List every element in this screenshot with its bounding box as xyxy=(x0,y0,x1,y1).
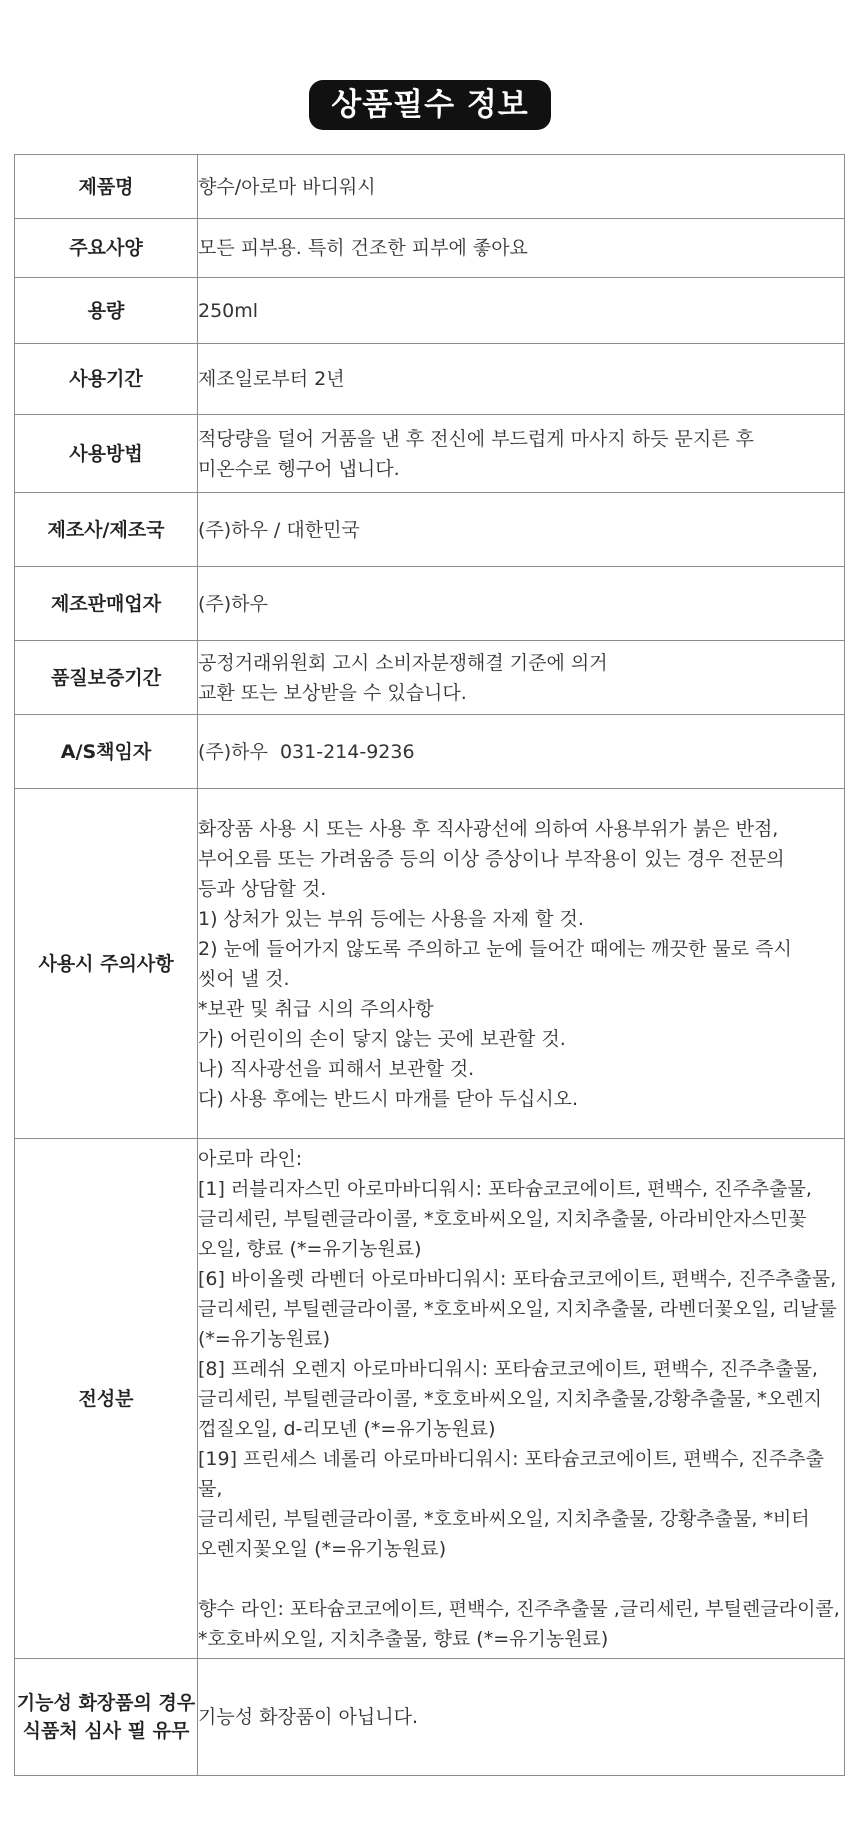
value-line: 오렌지꽃오일 (*=유기농원료) xyxy=(198,1537,447,1560)
row-label: 주요사양 xyxy=(15,219,198,278)
row-value xyxy=(198,1139,845,1659)
row-label: 사용시 주의사항 xyxy=(15,789,198,1139)
value-spacer xyxy=(198,1564,844,1594)
value-line: 껍질오일, d-리모넨 (*=유기농원료) xyxy=(198,1417,496,1440)
value-line: 250ml xyxy=(198,299,259,322)
value-line: 글리세린, 부틸렌글라이콜, *호호바씨오일, 지치추출물,강황추출물, *오렌지 xyxy=(198,1387,822,1410)
value-line: 기능성 화장품이 아닙니다. xyxy=(198,1706,419,1728)
table-row xyxy=(15,567,845,641)
row-value xyxy=(198,155,845,219)
value-line: 적당량을 덜어 거품을 낸 후 전신에 부드럽게 마사지 하듯 문지른 후 xyxy=(198,427,754,450)
table-row xyxy=(15,641,845,715)
table-row xyxy=(15,715,845,789)
table-row xyxy=(15,415,845,493)
table-row xyxy=(15,1139,845,1659)
value-line: *보관 및 취급 시의 주의사항 xyxy=(198,997,434,1020)
row-label: 제품명 xyxy=(15,155,198,219)
row-label: 품질보증기간 xyxy=(15,641,198,715)
value-line: 2) 눈에 들어가지 않도록 주의하고 눈에 들어간 때에는 깨끗한 물로 즉시 xyxy=(198,937,792,960)
value-line: 다) 사용 후에는 반드시 마개를 닫아 두십시오. xyxy=(198,1087,579,1110)
row-value xyxy=(198,493,845,567)
title-wrap xyxy=(0,80,860,130)
row-value xyxy=(198,415,845,493)
table-row xyxy=(15,155,845,219)
row-value xyxy=(198,344,845,415)
row-value xyxy=(198,567,845,641)
value-line: 글리세린, 부틸렌글라이콜, *호호바씨오일, 지치추출물, 라벤더꽃오일, 리날룰 xyxy=(198,1297,837,1320)
value-line: [19] 프린세스 네롤리 아로마바디워시: 포타슘코코에이트, 편백수, 진주추출물, xyxy=(198,1447,824,1500)
row-label: 용량 xyxy=(15,278,198,344)
value-line: (주)하우 xyxy=(198,592,268,615)
row-label: A/S책임자 xyxy=(15,715,198,789)
value-line: 교환 또는 보상받을 수 있습니다. xyxy=(198,681,467,704)
row-label xyxy=(15,1659,198,1776)
label-line: 식품처 심사 필 유무 xyxy=(22,1720,190,1742)
value-line: 나) 직사광선을 피해서 보관할 것. xyxy=(198,1057,475,1080)
table-row xyxy=(15,1659,845,1776)
row-label: 사용방법 xyxy=(15,415,198,493)
value-line: 가) 어린이의 손이 닿지 않는 곳에 보관할 것. xyxy=(198,1027,566,1050)
value-line: (주)하우 031-214-9236 xyxy=(198,740,415,763)
value-line: 향수 라인: 포타슘코코에이트, 편백수, 진주추출물 ,글리세린, 부틸렌글라이콜, xyxy=(198,1597,840,1620)
table-row xyxy=(15,219,845,278)
row-value xyxy=(198,278,845,344)
value-line: 글리세린, 부틸렌글라이콜, *호호바씨오일, 지치추출물, 강황추출물, *비터 xyxy=(198,1507,810,1530)
value-line: [1] 러블리자스민 아로마바디워시: 포타슘코코에이트, 편백수, 진주추출물, xyxy=(198,1177,812,1200)
value-line: (주)하우 / 대한민국 xyxy=(198,518,360,541)
table-row xyxy=(15,344,845,415)
row-value xyxy=(198,219,845,278)
row-label: 전성분 xyxy=(15,1139,198,1659)
value-line: 화장품 사용 시 또는 사용 후 직사광선에 의하여 사용부위가 붉은 반점, xyxy=(198,817,779,840)
value-line: [8] 프레쉬 오렌지 아로마바디워시: 포타슘코코에이트, 편백수, 진주추출물, xyxy=(198,1357,818,1380)
value-line: (*=유기농원료) xyxy=(198,1327,331,1350)
label-line: 기능성 화장품의 경우 xyxy=(16,1692,196,1714)
page-title: 상품필수 정보 xyxy=(309,80,550,130)
table-row xyxy=(15,278,845,344)
value-line: 부어오름 또는 가려움증 등의 이상 증상이나 부작용이 있는 경우 전문의 xyxy=(198,847,785,870)
value-line: *호호바씨오일, 지치추출물, 향료 (*=유기농원료) xyxy=(198,1627,609,1650)
value-line: 향수/아로마 바디워시 xyxy=(198,175,376,198)
row-value xyxy=(198,789,845,1139)
value-line: 제조일로부터 2년 xyxy=(198,368,345,390)
value-line: [6] 바이올렛 라벤더 아로마바디워시: 포타슘코코에이트, 편백수, 진주추출물, xyxy=(198,1267,837,1290)
value-line: 오일, 향료 (*=유기농원료) xyxy=(198,1237,422,1260)
row-value xyxy=(198,1659,845,1776)
row-label: 제조사/제조국 xyxy=(15,493,198,567)
row-value xyxy=(198,715,845,789)
value-line: 미온수로 헹구어 냅니다. xyxy=(198,457,400,480)
product-info-table xyxy=(14,154,845,1776)
value-line: 1) 상처가 있는 부위 등에는 사용을 자제 할 것. xyxy=(198,907,584,930)
table-row xyxy=(15,789,845,1139)
value-line: 글리세린, 부틸렌글라이콜, *호호바씨오일, 지치추출물, 아라비안자스민꽃 xyxy=(198,1207,807,1230)
value-line: 아로마 라인: xyxy=(198,1147,303,1170)
row-label: 제조판매업자 xyxy=(15,567,198,641)
row-label: 사용기간 xyxy=(15,344,198,415)
value-line: 씻어 낼 것. xyxy=(198,967,290,990)
value-line: 공정거래위원회 고시 소비자분쟁해결 기준에 의거 xyxy=(198,651,608,674)
row-value xyxy=(198,641,845,715)
table-row xyxy=(15,493,845,567)
value-line: 등과 상담할 것. xyxy=(198,877,327,900)
value-line: 모든 피부용. 특히 건조한 피부에 좋아요 xyxy=(198,237,528,259)
